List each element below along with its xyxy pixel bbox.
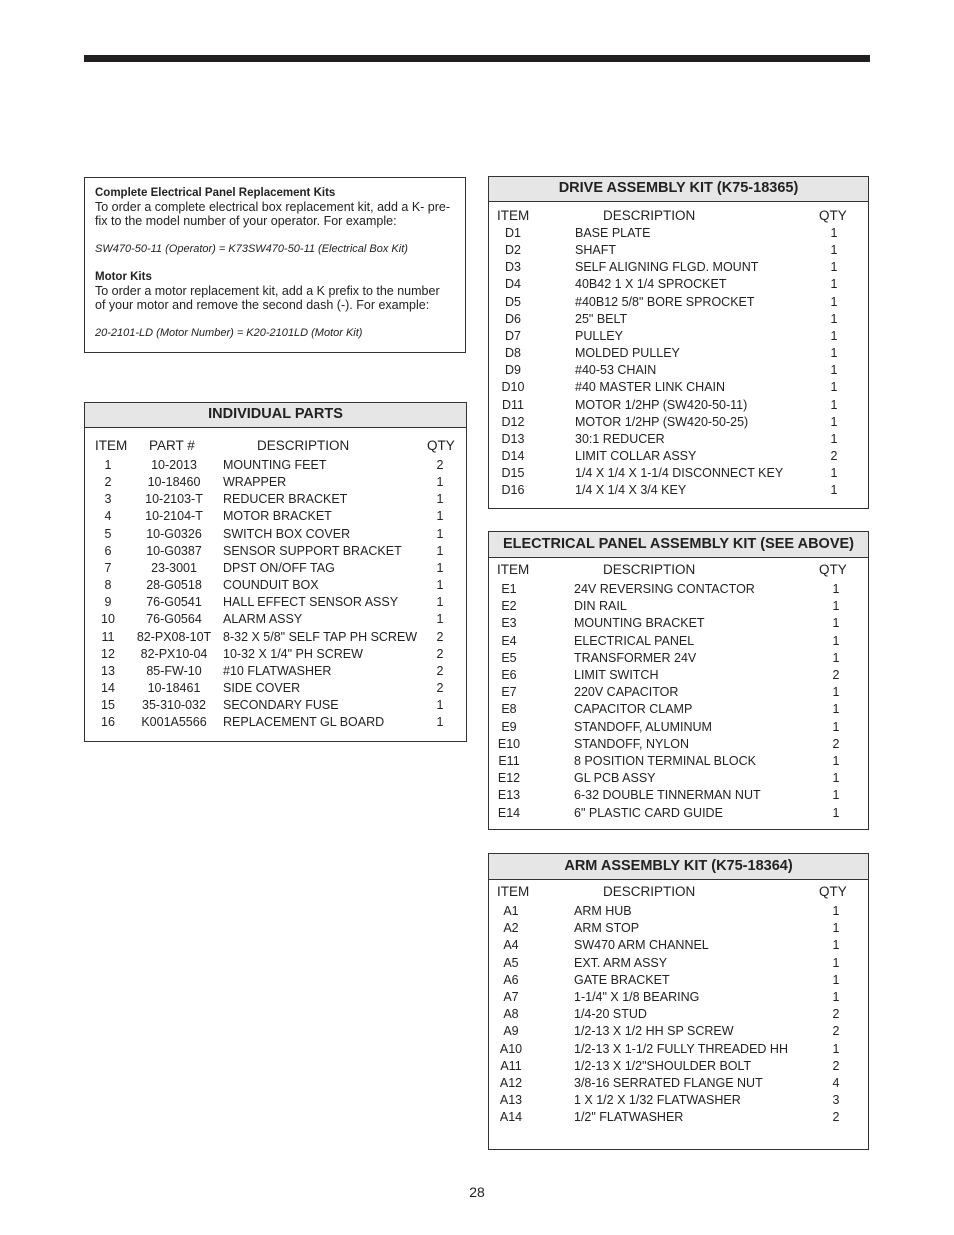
- table-row: [489, 380, 868, 396]
- cell-description: LIMIT SWITCH: [574, 668, 659, 682]
- table-row: [489, 737, 868, 753]
- cell-qty: 2: [830, 448, 838, 463]
- electrical-kit-text-2: fix to the model number of your operator. For example:: [95, 214, 397, 228]
- cell-description: LIMIT COLLAR ASSY: [575, 448, 697, 463]
- cell-qty: 1: [832, 616, 840, 631]
- kit-ordering-note: [84, 177, 466, 353]
- drive-assembly-header: [489, 208, 868, 228]
- cell-item: E7: [501, 685, 517, 700]
- cell-item: D1: [505, 226, 521, 240]
- cell-qty: 1: [832, 633, 840, 648]
- cell-qty: 1: [436, 715, 444, 730]
- cell-description: 8-32 X 5/8" SELF TAP PH SCREW: [223, 629, 418, 644]
- cell-item: D6: [505, 311, 521, 326]
- cell-qty: 4: [832, 1076, 840, 1090]
- col-item: ITEM: [95, 438, 128, 453]
- cell-qty: 1: [830, 363, 838, 378]
- cell-description: SELF ALIGNING FLGD. MOUNT: [575, 260, 759, 275]
- cell-qty: 2: [436, 629, 444, 644]
- cell-description: #40 MASTER LINK CHAIN: [575, 380, 726, 395]
- electrical-kit-text-1: To order a complete electrical box replacement kit, add a K- pre-: [95, 200, 451, 214]
- cell-qty: 1: [832, 788, 840, 803]
- cell-item: D8: [505, 346, 521, 361]
- col-qty: QTY: [819, 562, 847, 577]
- cell-description: SIDE COVER: [223, 680, 301, 695]
- cell-qty: 1: [832, 582, 840, 596]
- col-description: DESCRIPTION: [603, 884, 696, 899]
- cell-description: SHAFT: [575, 243, 616, 258]
- cell-qty: 1: [830, 226, 838, 240]
- cell-qty: 1: [830, 397, 838, 412]
- cell-part: 10-18461: [147, 680, 201, 695]
- cell-item: E13: [497, 788, 521, 803]
- motor-kit-text-2: of your motor and remove the second dash (-). For example:: [95, 298, 430, 312]
- individual-parts-header: [85, 438, 466, 458]
- cell-item: E10: [497, 736, 521, 751]
- table-row: [489, 921, 868, 937]
- cell-part: 10-18460: [147, 475, 201, 490]
- cell-qty: 1: [830, 243, 838, 258]
- cell-part: 76-G0541: [146, 595, 202, 610]
- cell-item: A13: [499, 1093, 523, 1108]
- table-row: [489, 720, 868, 736]
- cell-item: D16: [501, 483, 525, 498]
- cell-description: REDUCER BRACKET: [223, 492, 348, 507]
- table-row: [489, 398, 868, 414]
- electrical-panel-table: [488, 531, 869, 830]
- cell-qty: 1: [832, 685, 840, 700]
- cell-qty: 1: [436, 560, 444, 575]
- cell-description: SENSOR SUPPORT BRACKET: [223, 543, 402, 558]
- col-part: PART #: [149, 438, 195, 453]
- table-row: [489, 1042, 868, 1058]
- table-row: [489, 346, 868, 362]
- cell-qty: 1: [830, 431, 838, 446]
- table-row: [85, 698, 466, 714]
- table-row: [489, 956, 868, 972]
- cell-qty: 2: [832, 1024, 840, 1039]
- cell-description: SECONDARY FUSE: [223, 698, 339, 713]
- table-row: [489, 432, 868, 448]
- cell-qty: 2: [832, 1110, 840, 1125]
- table-row: [85, 595, 466, 611]
- cell-item: D5: [505, 294, 521, 309]
- cell-description: SWITCH BOX COVER: [223, 526, 351, 541]
- cell-qty: 1: [832, 938, 840, 953]
- cell-qty: 1: [832, 805, 840, 820]
- table-row: [85, 492, 466, 508]
- table-row: [489, 582, 868, 598]
- cell-description: 1/2-13 X 1/2 HH SP SCREW: [574, 1024, 734, 1039]
- cell-qty: 3: [832, 1093, 840, 1108]
- cell-item: 2: [104, 475, 112, 490]
- table-row: [85, 647, 466, 663]
- cell-item: E3: [501, 616, 517, 631]
- cell-description: ARM HUB: [574, 904, 632, 918]
- arm-assembly-title: ARM ASSEMBLY KIT (K75-18364): [489, 854, 868, 880]
- cell-item: D7: [505, 328, 521, 343]
- table-row: [489, 363, 868, 379]
- drive-assembly-table: [488, 176, 869, 509]
- cell-description: PULLEY: [575, 328, 623, 343]
- cell-item: 6: [104, 543, 112, 558]
- cell-qty: 1: [436, 578, 444, 593]
- table-row: [489, 904, 868, 920]
- cell-description: REPLACEMENT GL BOARD: [223, 715, 385, 730]
- cell-description: 6" PLASTIC CARD GUIDE: [574, 805, 723, 820]
- cell-item: A4: [503, 938, 519, 953]
- cell-description: GATE BRACKET: [574, 972, 670, 987]
- cell-part: 85-FW-10: [146, 663, 202, 678]
- cell-qty: 1: [830, 483, 838, 498]
- table-row: [489, 599, 868, 615]
- cell-description: 1/4-20 STUD: [574, 1007, 647, 1022]
- table-row: [489, 483, 868, 499]
- cell-description: 40B42 1 X 1/4 SPROCKET: [575, 277, 727, 292]
- cell-qty: 1: [830, 346, 838, 361]
- cell-part: 82-PX08-10T: [136, 629, 212, 644]
- cell-description: #40B12 5/8" BORE SPROCKET: [575, 294, 755, 309]
- table-row: [489, 634, 868, 650]
- cell-qty: 1: [832, 599, 840, 614]
- table-row: [85, 509, 466, 525]
- cell-item: 11: [101, 629, 115, 644]
- cell-item: E14: [497, 805, 521, 820]
- col-qty: QTY: [819, 208, 847, 223]
- cell-description: ALARM ASSY: [223, 612, 303, 627]
- electrical-panel-header: [489, 562, 868, 582]
- table-row: [489, 1024, 868, 1040]
- table-row: [85, 458, 466, 474]
- cell-description: ELECTRICAL PANEL: [574, 633, 695, 648]
- cell-item: E11: [498, 754, 520, 768]
- table-row: [489, 295, 868, 311]
- table-row: [489, 702, 868, 718]
- cell-item: 1: [104, 458, 112, 472]
- table-row: [489, 466, 868, 482]
- cell-description: ARM STOP: [574, 921, 640, 936]
- cell-item: E5: [501, 650, 517, 665]
- cell-description: 24V REVERSING CONTACTOR: [574, 582, 755, 596]
- arm-assembly-table: [488, 853, 869, 1150]
- cell-item: 10: [101, 612, 115, 627]
- table-row: [489, 1076, 868, 1092]
- cell-item: D2: [505, 243, 521, 258]
- cell-item: 3: [104, 492, 112, 507]
- cell-item: E4: [501, 633, 517, 648]
- cell-qty: 1: [830, 414, 838, 429]
- table-row: [489, 277, 868, 293]
- cell-item: D14: [501, 448, 525, 463]
- cell-item: A10: [499, 1041, 523, 1056]
- cell-item: 12: [101, 646, 115, 661]
- cell-description: COUNDUIT BOX: [223, 578, 319, 593]
- cell-description: #10 FLATWASHER: [223, 663, 332, 678]
- table-row: [85, 664, 466, 680]
- table-row: [489, 1059, 868, 1075]
- cell-qty: 1: [830, 328, 838, 343]
- cell-description: #40-53 CHAIN: [575, 363, 657, 378]
- cell-item: A11: [500, 1058, 522, 1073]
- cell-item: D4: [505, 277, 521, 292]
- cell-qty: 2: [832, 736, 840, 751]
- page-number: 28: [469, 1184, 485, 1200]
- cell-item: E2: [501, 599, 517, 614]
- cell-qty: 1: [830, 260, 838, 275]
- cell-part: 10-G0326: [146, 526, 202, 541]
- table-row: [489, 616, 868, 632]
- table-row: [489, 243, 868, 259]
- cell-qty: 1: [830, 466, 838, 481]
- col-item: ITEM: [497, 562, 530, 577]
- cell-item: A6: [503, 972, 519, 987]
- cell-item: A7: [503, 990, 519, 1004]
- cell-item: A12: [499, 1076, 523, 1090]
- col-qty: QTY: [427, 438, 455, 453]
- cell-item: 7: [104, 560, 112, 575]
- cell-qty: 1: [832, 771, 840, 786]
- cell-description: HALL EFFECT SENSOR ASSY: [223, 595, 399, 610]
- cell-item: E1: [501, 582, 517, 596]
- col-description: DESCRIPTION: [603, 562, 696, 577]
- cell-item: E8: [501, 702, 517, 717]
- cell-description: 220V CAPACITOR: [574, 685, 679, 700]
- table-row: [85, 544, 466, 560]
- individual-parts-table: [84, 402, 467, 742]
- cell-qty: 1: [832, 921, 840, 936]
- col-description: DESCRIPTION: [257, 438, 350, 453]
- table-row: [489, 1093, 868, 1109]
- table-row: [489, 651, 868, 667]
- table-row: [85, 681, 466, 697]
- cell-qty: 2: [436, 663, 444, 678]
- table-row: [489, 806, 868, 822]
- cell-description: 1/2-13 X 1/2"SHOULDER BOLT: [574, 1058, 752, 1073]
- table-row: [489, 973, 868, 989]
- electrical-kit-example: SW470-50-11 (Operator) = K73SW470-50-11 (Electrical Box Kit): [95, 243, 408, 255]
- table-row: [489, 260, 868, 276]
- table-row: [489, 788, 868, 804]
- cell-qty: 2: [832, 1007, 840, 1022]
- cell-description: MOTOR BRACKET: [223, 509, 332, 524]
- table-row: [489, 1110, 868, 1126]
- cell-description: DPST ON/OFF TAG: [223, 560, 335, 575]
- table-row: [489, 938, 868, 954]
- col-description: DESCRIPTION: [603, 208, 696, 223]
- cell-item: 5: [104, 526, 112, 541]
- cell-item: A5: [503, 955, 519, 970]
- table-row: [85, 475, 466, 491]
- cell-description: MOLDED PULLEY: [575, 346, 680, 361]
- cell-qty: 1: [832, 719, 840, 734]
- motor-kit-text-1: To order a motor replacement kit, add a K prefix to the number: [95, 284, 440, 298]
- cell-item: D12: [501, 414, 525, 429]
- table-row: [85, 715, 466, 731]
- cell-qty: 1: [436, 543, 444, 558]
- cell-qty: 1: [830, 311, 838, 326]
- table-row: [489, 754, 868, 770]
- cell-part: 35-310-032: [142, 698, 206, 713]
- table-row: [489, 226, 868, 242]
- table-row: [489, 329, 868, 345]
- cell-description: 1 X 1/2 X 1/32 FLATWASHER: [574, 1093, 741, 1108]
- cell-qty: 1: [832, 955, 840, 970]
- cell-item: 8: [104, 578, 112, 593]
- cell-item: E12: [497, 771, 521, 786]
- cell-item: D11: [501, 397, 524, 412]
- cell-description: SW470 ARM CHANNEL: [574, 938, 709, 953]
- table-row: [489, 449, 868, 465]
- cell-description: MOTOR 1/2HP (SW420-50-25): [575, 414, 749, 429]
- cell-description: 3/8-16 SERRATED FLANGE NUT: [574, 1076, 763, 1090]
- cell-description: 25" BELT: [575, 311, 628, 326]
- cell-item: D13: [501, 431, 525, 446]
- cell-part: 28-G0518: [146, 578, 202, 593]
- cell-description: 1/2-13 X 1-1/2 FULLY THREADED HH: [574, 1041, 788, 1056]
- cell-qty: 1: [436, 612, 444, 627]
- cell-part: K001A5566: [141, 715, 207, 730]
- cell-description: STANDOFF, NYLON: [574, 736, 690, 751]
- cell-part: 10-G0387: [146, 543, 202, 558]
- cell-description: STANDOFF, ALUMINUM: [574, 719, 712, 734]
- cell-item: E9: [501, 719, 517, 734]
- cell-qty: 1: [436, 509, 444, 524]
- table-row: [489, 312, 868, 328]
- cell-item: A9: [503, 1024, 519, 1039]
- cell-qty: 2: [832, 1058, 840, 1073]
- cell-item: D10: [501, 380, 525, 395]
- cell-item: A1: [503, 904, 519, 918]
- table-row: [85, 527, 466, 543]
- cell-description: 1/2" FLATWASHER: [574, 1110, 684, 1125]
- cell-qty: 1: [436, 475, 444, 490]
- cell-item: D9: [505, 363, 521, 378]
- cell-description: CAPACITOR CLAMP: [574, 702, 693, 717]
- arm-assembly-header: [489, 884, 868, 904]
- table-row: [489, 415, 868, 431]
- cell-qty: 1: [436, 595, 444, 610]
- cell-item: 16: [101, 715, 115, 730]
- motor-kit-heading: Motor Kits: [95, 271, 152, 283]
- cell-description: MOUNTING FEET: [223, 458, 327, 472]
- cell-description: 1-1/4" X 1/8 BEARING: [574, 990, 700, 1004]
- table-row: [489, 668, 868, 684]
- cell-qty: 2: [436, 646, 444, 661]
- table-row: [489, 771, 868, 787]
- cell-qty: 2: [436, 458, 444, 472]
- electrical-panel-title: ELECTRICAL PANEL ASSEMBLY KIT (SEE ABOVE): [489, 532, 868, 558]
- cell-description: WRAPPER: [223, 475, 287, 490]
- cell-item: A14: [499, 1110, 523, 1125]
- cell-item: D15: [501, 466, 525, 481]
- cell-qty: 1: [830, 277, 838, 292]
- cell-qty: 2: [832, 668, 840, 682]
- cell-qty: 1: [830, 294, 838, 309]
- cell-qty: 1: [830, 380, 838, 395]
- cell-description: 1/4 X 1/4 X 1-1/4 DISCONNECT KEY: [575, 466, 784, 481]
- cell-item: 15: [101, 698, 115, 713]
- cell-part: 10-2103-T: [145, 492, 203, 507]
- cell-item: 9: [104, 595, 112, 610]
- cell-description: DIN RAIL: [574, 599, 627, 614]
- cell-qty: 1: [832, 1041, 840, 1056]
- cell-qty: 1: [436, 526, 444, 541]
- cell-qty: 1: [832, 702, 840, 717]
- top-rule: [84, 55, 870, 62]
- electrical-kit-heading: Complete Electrical Panel Replacement Kits: [95, 187, 336, 199]
- cell-item: 13: [101, 663, 115, 678]
- cell-item: 14: [101, 680, 115, 695]
- cell-description: 6-32 DOUBLE TINNERMAN NUT: [574, 788, 761, 803]
- table-row: [489, 685, 868, 701]
- cell-qty: 1: [832, 990, 840, 1004]
- cell-item: E6: [501, 668, 517, 682]
- table-row: [85, 578, 466, 594]
- cell-description: 10-32 X 1/4" PH SCREW: [223, 646, 363, 661]
- drive-assembly-title: DRIVE ASSEMBLY KIT (K75-18365): [489, 177, 868, 202]
- cell-description: MOTOR 1/2HP (SW420-50-11): [575, 397, 748, 412]
- cell-description: MOUNTING BRACKET: [574, 616, 705, 631]
- cell-description: EXT. ARM ASSY: [574, 955, 668, 970]
- cell-part: 23-3001: [151, 560, 197, 575]
- table-row: [489, 1007, 868, 1023]
- cell-part: 76-G0564: [146, 612, 202, 627]
- cell-part: 10-2104-T: [145, 509, 203, 524]
- motor-kit-example: 20-2101-LD (Motor Number) = K20-2101LD (Motor Kit): [95, 327, 363, 339]
- cell-part: 82-PX10-04: [140, 646, 208, 661]
- cell-item: A2: [503, 921, 519, 936]
- col-item: ITEM: [497, 884, 530, 899]
- cell-item: 4: [104, 509, 112, 524]
- cell-part: 10-2013: [151, 458, 197, 472]
- cell-description: 1/4 X 1/4 X 3/4 KEY: [575, 483, 687, 498]
- cell-description: BASE PLATE: [575, 226, 651, 240]
- cell-item: D3: [505, 260, 521, 275]
- cell-description: TRANSFORMER 24V: [574, 650, 697, 665]
- cell-qty: 1: [832, 904, 840, 918]
- cell-description: 30:1 REDUCER: [575, 431, 665, 446]
- table-row: [85, 630, 466, 646]
- individual-parts-title: INDIVIDUAL PARTS: [85, 403, 466, 428]
- col-qty: QTY: [819, 884, 847, 899]
- cell-qty: 1: [436, 492, 444, 507]
- cell-description: 8 POSITION TERMINAL BLOCK: [574, 754, 756, 768]
- cell-qty: 1: [832, 972, 840, 987]
- table-row: [85, 612, 466, 628]
- cell-qty: 1: [436, 698, 444, 713]
- cell-item: A8: [503, 1007, 519, 1022]
- cell-qty: 1: [832, 754, 840, 768]
- cell-qty: 1: [832, 650, 840, 665]
- cell-description: GL PCB ASSY: [574, 771, 656, 786]
- col-item: ITEM: [497, 208, 530, 223]
- cell-qty: 2: [436, 680, 444, 695]
- table-row: [489, 990, 868, 1006]
- table-row: [85, 561, 466, 577]
